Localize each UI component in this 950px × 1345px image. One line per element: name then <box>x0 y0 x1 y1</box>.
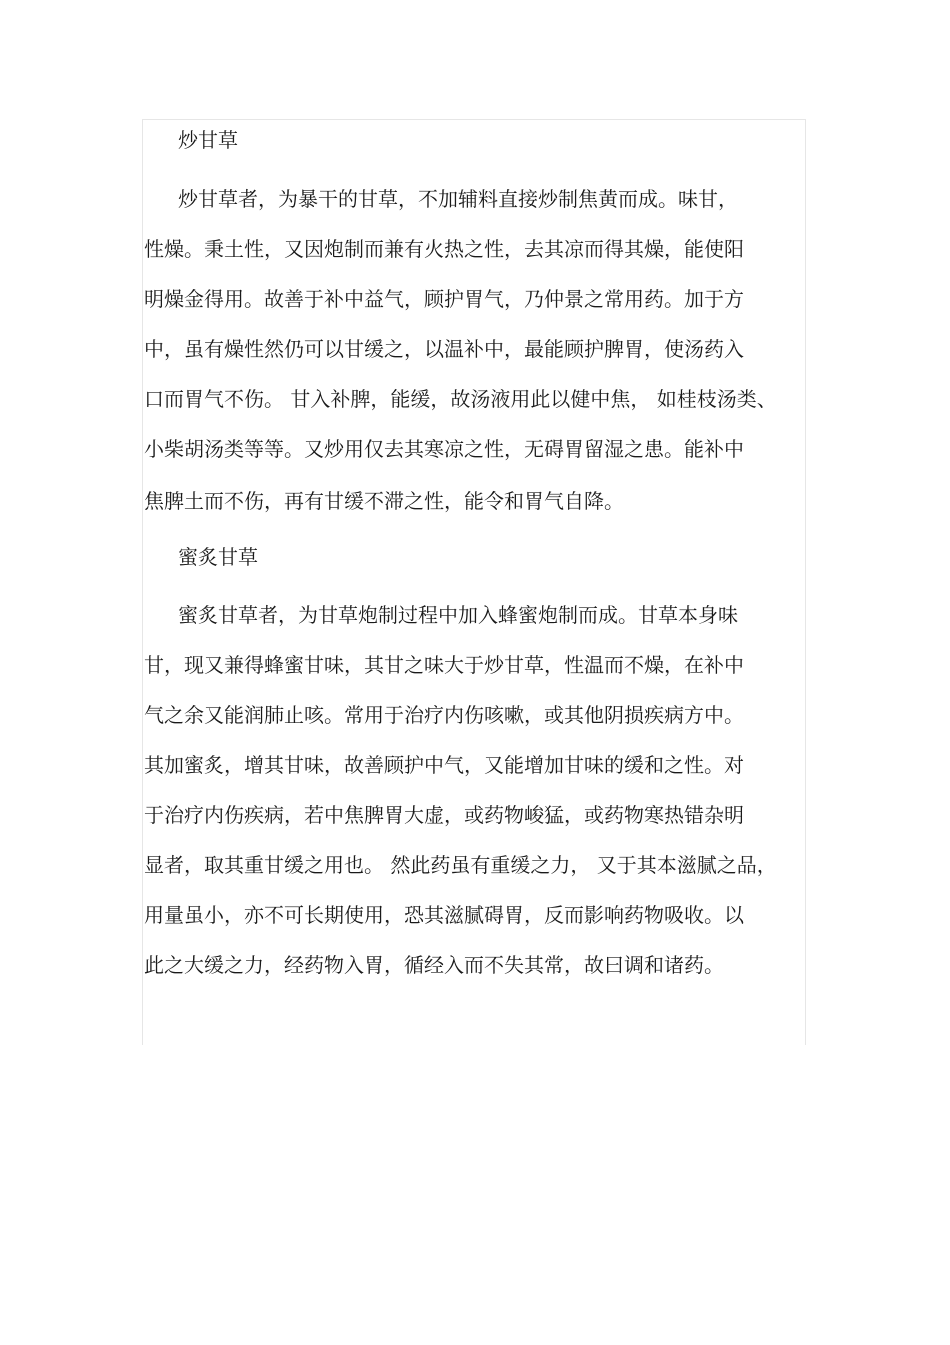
paragraph-line: 炒甘草者，为暴干的甘草，不加辅料直接炒制焦黄而成。味甘， <box>178 187 738 211</box>
paragraph-line: 显者，取其重甘缓之用也。 然此药虽有重缓之力， 又于其本滋腻之品， <box>144 853 777 877</box>
paragraph-line: 于治疗内伤疾病，若中焦脾胃大虚，或药物峻猛，或药物寒热错杂明 <box>144 803 744 827</box>
section-heading: 蜜炙甘草 <box>178 545 258 569</box>
section-heading: 炒甘草 <box>178 128 238 152</box>
paragraph-line: 其加蜜炙，增其甘味，故善顾护中气，又能增加甘味的缓和之性。对 <box>144 753 744 777</box>
paragraph-line: 性燥。秉土性，又因炮制而兼有火热之性，去其凉而得其燥，能使阳 <box>144 237 744 261</box>
paragraph-line: 蜜炙甘草者，为甘草炮制过程中加入蜂蜜炮制而成。甘草本身味 <box>178 603 738 627</box>
paragraph-line: 此之大缓之力，经药物入胃，循经入而不失其常，故曰调和诸药。 <box>144 953 724 977</box>
paragraph-line: 甘，现又兼得蜂蜜甘味，其甘之味大于炒甘草，性温而不燥，在补中 <box>144 653 744 677</box>
paragraph-line: 焦脾土而不伤，再有甘缓不滞之性，能令和胃气自降。 <box>144 489 624 513</box>
paragraph-line: 口而胃气不伤。 甘入补脾，能缓，故汤液用此以健中焦， 如桂枝汤类、 <box>144 387 777 411</box>
paragraph-line: 气之余又能润肺止咳。常用于治疗内伤咳嗽，或其他阴损疾病方中。 <box>144 703 744 727</box>
paragraph-line: 用量虽小，亦不可长期使用，恐其滋腻碍胃，反而影响药物吸收。以 <box>144 903 744 927</box>
paragraph-line: 中，虽有燥性然仍可以甘缓之，以温补中，最能顾护脾胃，使汤药入 <box>144 337 744 361</box>
paragraph-line: 明燥金得用。故善于补中益气，顾护胃气，乃仲景之常用药。加于方 <box>144 287 744 311</box>
paragraph-line: 小柴胡汤类等等。又炒用仅去其寒凉之性，无碍胃留湿之患。能补中 <box>144 437 744 461</box>
